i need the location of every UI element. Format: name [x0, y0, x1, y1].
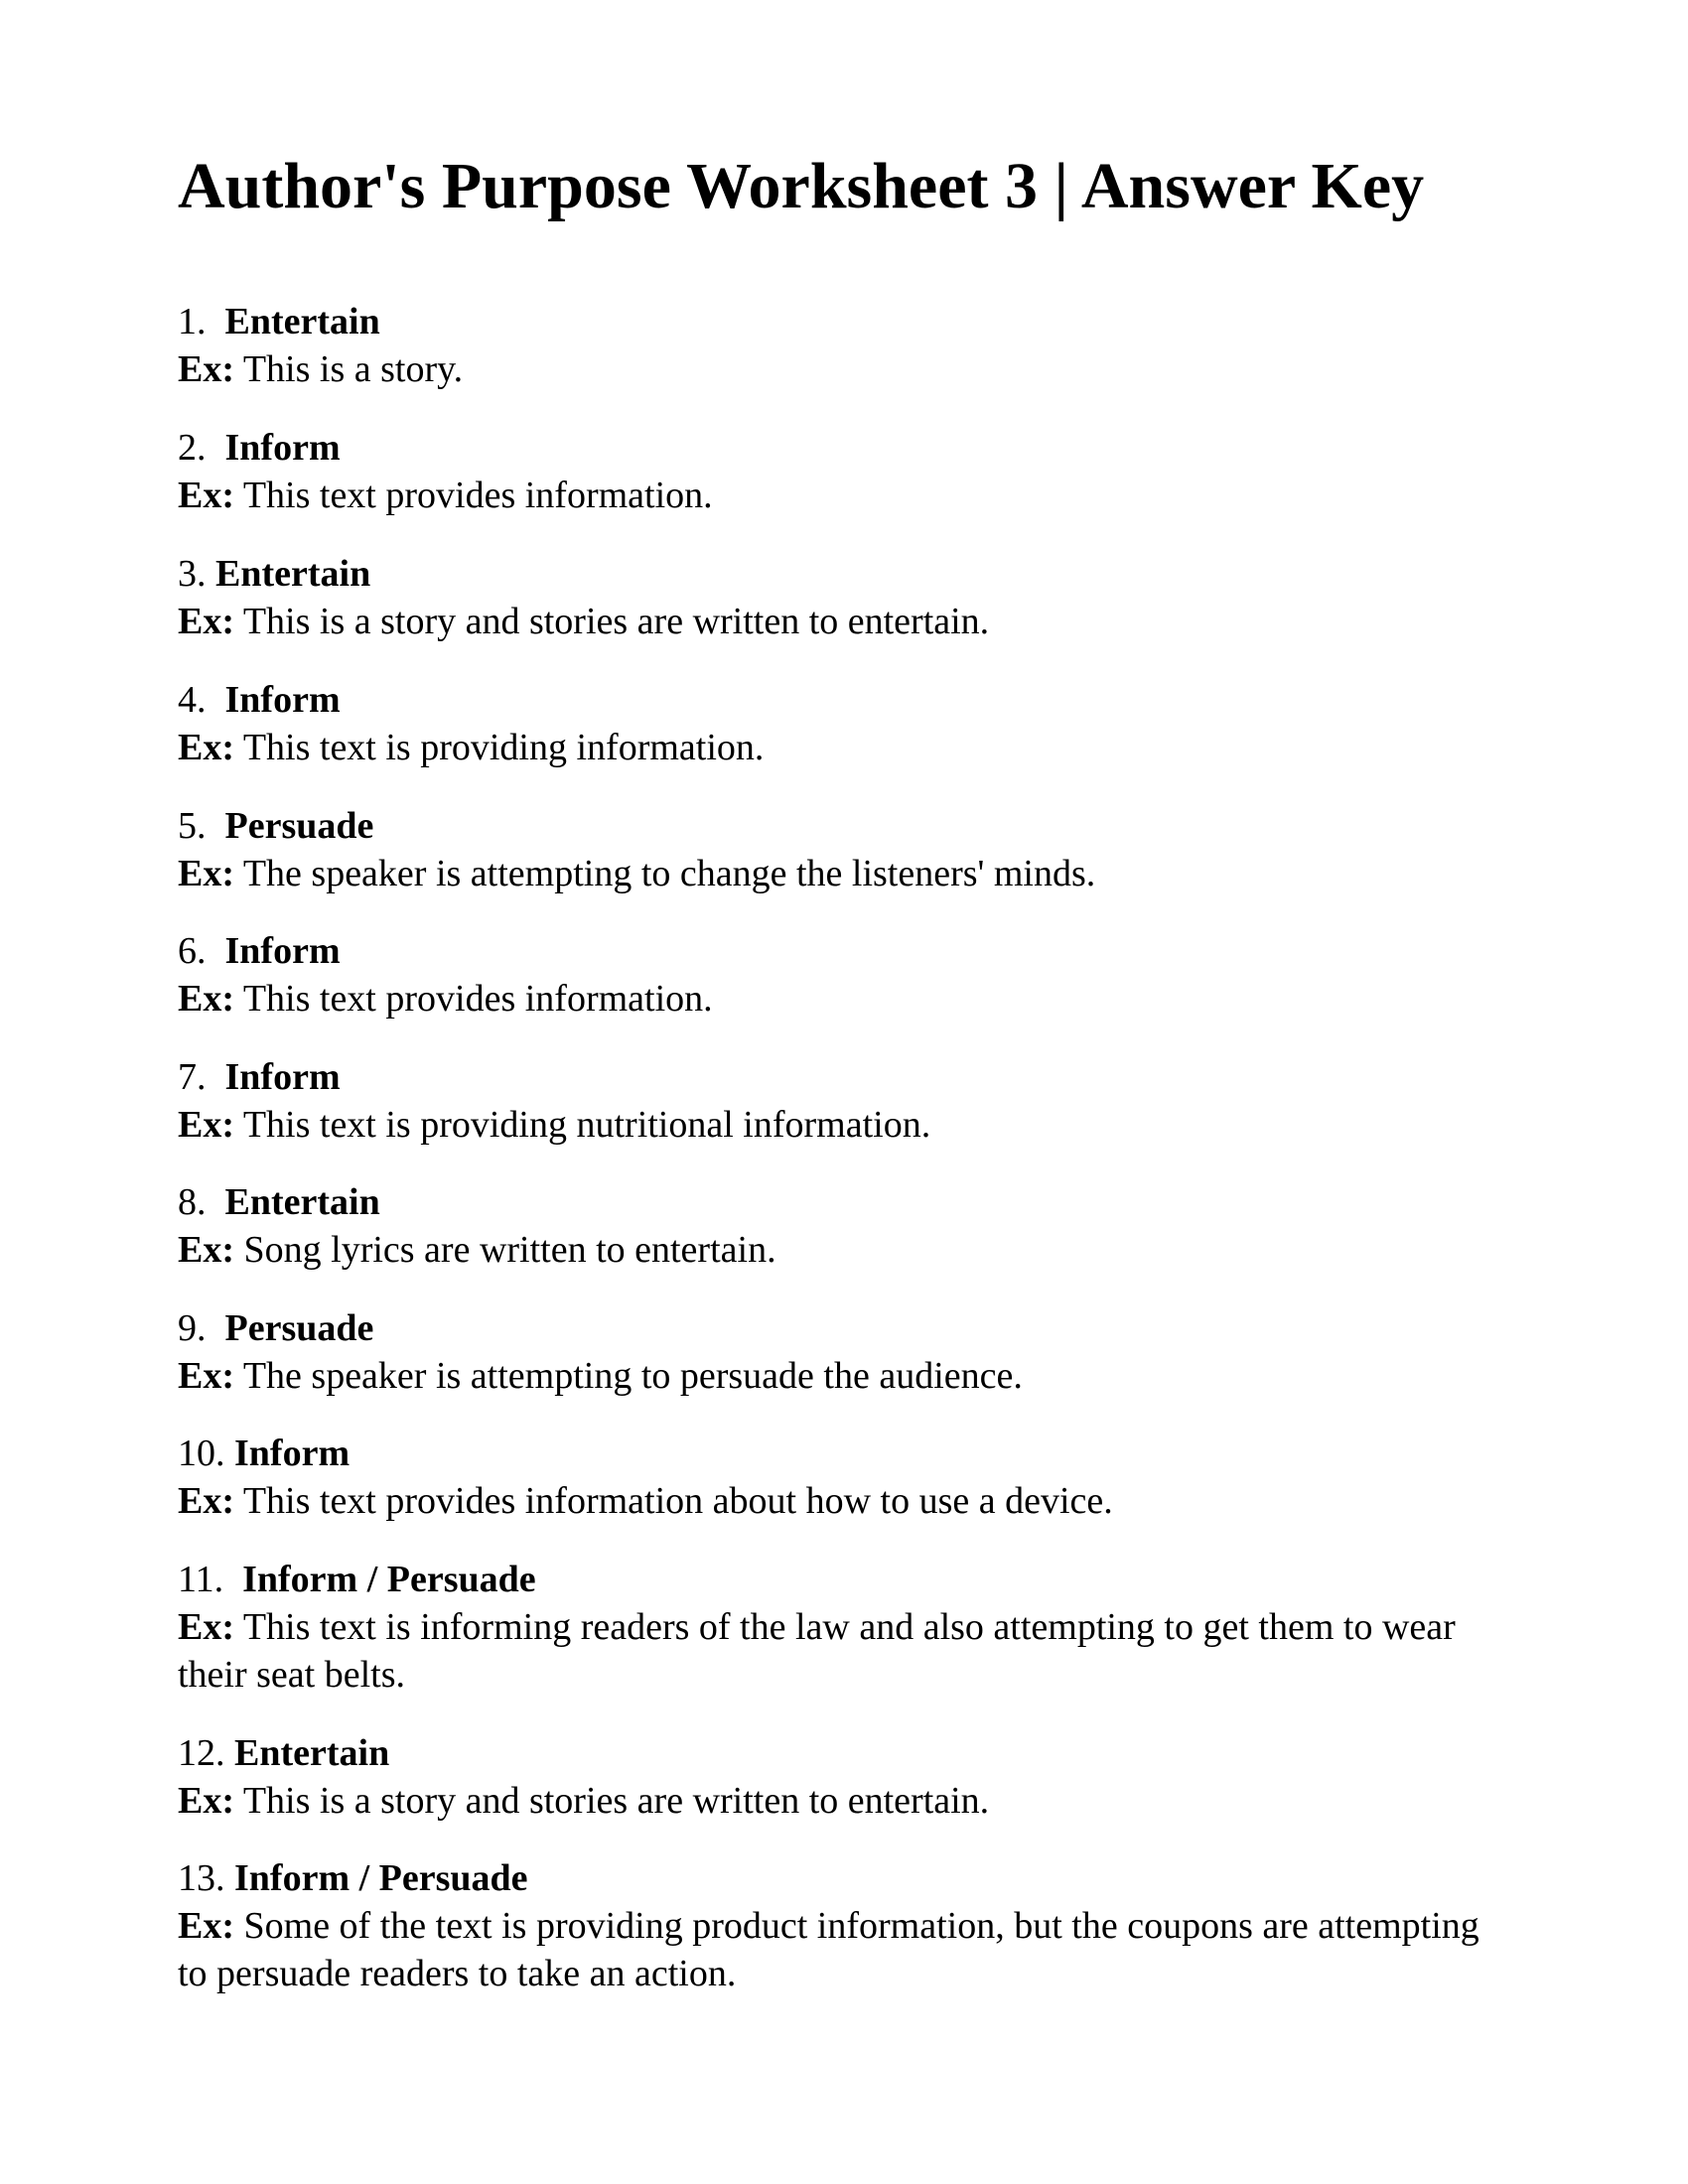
- ex-label: Ex:: [178, 1104, 234, 1146]
- item-explanation: This text is providing information.: [242, 727, 765, 768]
- item-number: 13.: [178, 1857, 225, 1899]
- ex-label: Ex:: [178, 1229, 234, 1271]
- item-number: 3.: [178, 553, 207, 595]
- answer-item: [178, 802, 1095, 897]
- ex-label: Ex:: [178, 1480, 234, 1522]
- item-number: 6.: [178, 930, 207, 972]
- item-explanation: This text provides information.: [242, 475, 713, 516]
- item-explanation: The speaker is attempting to change the listeners' minds.: [242, 853, 1096, 894]
- ex-label: Ex:: [178, 1780, 234, 1822]
- item-answer: Entertain: [224, 1181, 380, 1223]
- item-answer: Inform: [224, 427, 341, 469]
- answer-item: [178, 1053, 930, 1149]
- item-number: 7.: [178, 1056, 207, 1098]
- ex-label: Ex:: [178, 348, 234, 390]
- item-number: 9.: [178, 1307, 207, 1349]
- item-answer: Inform: [224, 1056, 341, 1098]
- ex-label: Ex:: [178, 601, 234, 642]
- item-answer: Inform / Persuade: [242, 1559, 536, 1600]
- item-explanation: This text is informing readers of the law and also attempting to get them to wear their seat belts.: [178, 1606, 1456, 1696]
- item-answer: Inform: [234, 1433, 351, 1474]
- item-answer: Entertain: [224, 301, 380, 342]
- item-number: 1.: [178, 301, 207, 342]
- item-number: 2.: [178, 427, 207, 469]
- answer-item: [178, 676, 764, 771]
- answer-item: [178, 1854, 1498, 1997]
- item-number: 4.: [178, 679, 207, 721]
- answer-item: [178, 424, 713, 519]
- item-explanation: This is a story and stories are written to entertain.: [242, 1780, 990, 1822]
- answer-item: [178, 550, 989, 645]
- item-answer: Persuade: [224, 1307, 374, 1349]
- answer-item: [178, 1304, 1023, 1400]
- item-explanation: This is a story.: [242, 348, 464, 390]
- item-explanation: This text provides information about how to use a device.: [242, 1480, 1113, 1522]
- answer-item: [178, 298, 463, 393]
- page-title: Author's Purpose Worksheet 3 | Answer Key: [178, 150, 1425, 222]
- ex-label: Ex:: [178, 727, 234, 768]
- item-number: 8.: [178, 1181, 207, 1223]
- ex-label: Ex:: [178, 1606, 234, 1648]
- answer-item: [178, 927, 713, 1023]
- item-explanation: This text provides information.: [242, 978, 713, 1020]
- item-explanation: The speaker is attempting to persuade the audience.: [242, 1355, 1023, 1397]
- item-number: 10.: [178, 1433, 225, 1474]
- answer-item: [178, 1729, 989, 1825]
- answer-item: [178, 1556, 1498, 1699]
- item-answer: Inform: [224, 930, 341, 972]
- item-answer: Inform / Persuade: [234, 1857, 528, 1899]
- ex-label: Ex:: [178, 1905, 234, 1947]
- item-number: 12.: [178, 1732, 225, 1774]
- item-explanation: Song lyrics are written to entertain.: [243, 1229, 776, 1271]
- ex-label: Ex:: [178, 978, 234, 1020]
- item-answer: Inform: [224, 679, 341, 721]
- item-answer: Persuade: [224, 805, 374, 847]
- item-answer: Entertain: [234, 1732, 390, 1774]
- answer-item: [178, 1178, 776, 1274]
- answer-item: [178, 1430, 1113, 1525]
- ex-label: Ex:: [178, 1355, 234, 1397]
- item-explanation: This is a story and stories are written to entertain.: [242, 601, 990, 642]
- ex-label: Ex:: [178, 853, 234, 894]
- item-number: 11.: [178, 1559, 224, 1600]
- ex-label: Ex:: [178, 475, 234, 516]
- item-number: 5.: [178, 805, 207, 847]
- item-explanation: Some of the text is providing product information, but the coupons are attempting to persuade readers to take an action.: [178, 1905, 1479, 1994]
- item-explanation: This text is providing nutritional information.: [242, 1104, 931, 1146]
- item-answer: Entertain: [215, 553, 371, 595]
